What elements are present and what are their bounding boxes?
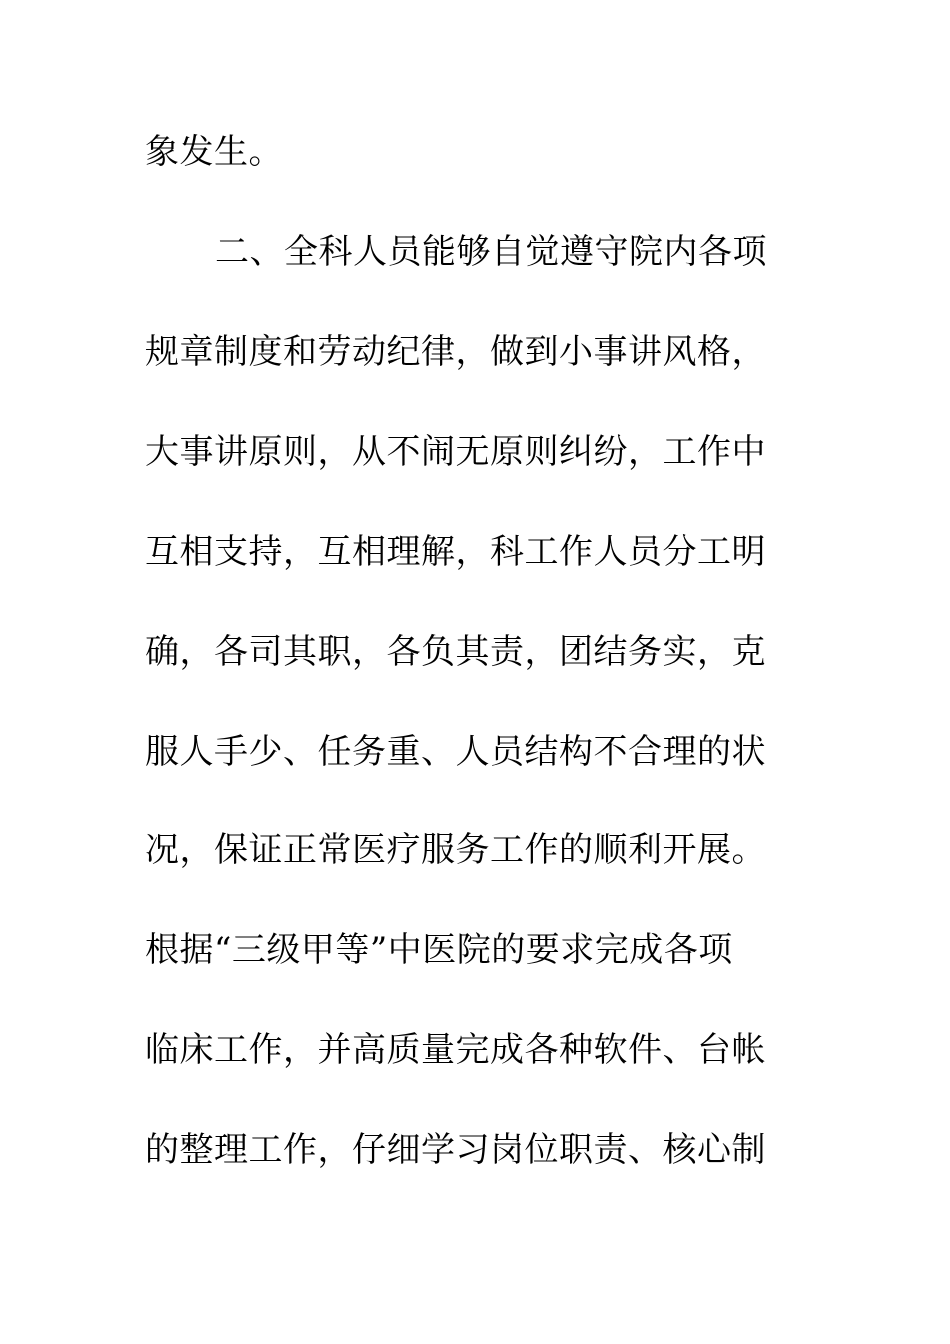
text-line: 况，保证正常医疗服务工作的顺利开展。 (145, 830, 766, 870)
text-line: 确，各司其职，各负其责，团结务实，克 (145, 632, 766, 672)
text-line: 的整理工作，仔细学习岗位职责、核心制 (145, 1130, 766, 1170)
text-line: 服人手少、任务重、人员结构不合理的状 (145, 732, 766, 772)
text-line: 大事讲原则，从不闹无原则纠纷，工作中 (145, 432, 766, 472)
text-line: 象发生。 (145, 132, 283, 172)
text-line: 根据“三级甲等”中医院的要求完成各项 (145, 930, 733, 970)
paragraph-start-line: 二、全科人员能够自觉遵守院内各项 (215, 232, 767, 272)
text-line: 互相支持，互相理解，科工作人员分工明 (145, 532, 766, 572)
text-line: 临床工作，并高质量完成各种软件、台帐 (145, 1030, 766, 1070)
text-line: 规章制度和劳动纪律，做到小事讲风格， (145, 332, 766, 372)
